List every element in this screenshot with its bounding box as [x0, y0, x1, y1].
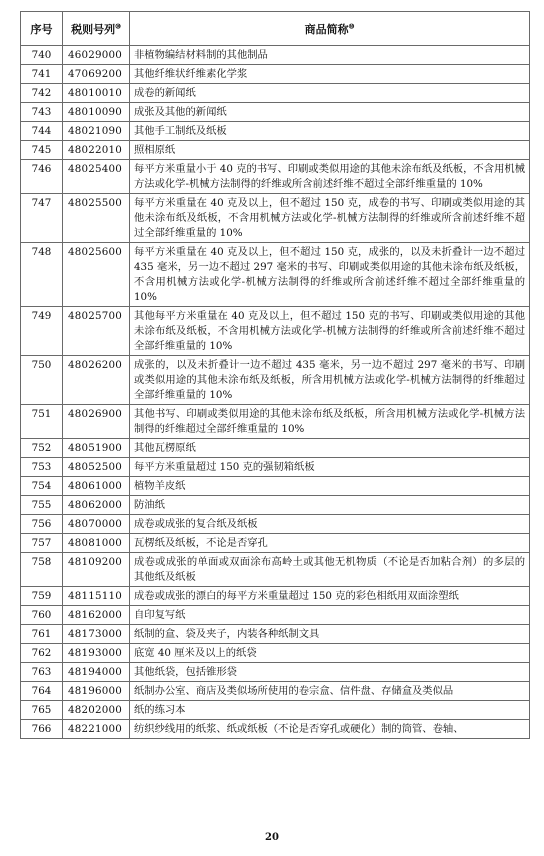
- row-commodity-name: 每平方米重量在 40 克及以上，但不超过 150 克，成卷的书写、印刷或类似用途的其他未涂布纸及纸板，不含用机械方法或化学-机械方法制得的纤维或所含前述纤维不超过全部纤维重量的 10%: [130, 194, 530, 243]
- row-tariff-code: 48025400: [63, 160, 130, 194]
- row-serial-number: 762: [21, 644, 63, 663]
- row-commodity-name: 每平方米重量小于 40 克的书写、印刷或类似用途的其他未涂布纸及纸板，不含用机械方法或化学-机械方法制得的纤维或所含前述纤维不超过全部纤维重量的 10%: [130, 160, 530, 194]
- table-row: [21, 103, 530, 122]
- row-serial-number: 749: [21, 307, 63, 356]
- row-tariff-code: 48162000: [63, 606, 130, 625]
- row-commodity-name: 其他瓦楞原纸: [130, 439, 530, 458]
- row-serial-number: 747: [21, 194, 63, 243]
- table-row: [21, 606, 530, 625]
- row-serial-number: 759: [21, 587, 63, 606]
- row-serial-number: 765: [21, 701, 63, 720]
- row-tariff-code: 48194000: [63, 663, 130, 682]
- row-tariff-code: 48061000: [63, 477, 130, 496]
- header-commodity-name: 商品简称⑩: [130, 12, 530, 46]
- table-row: [21, 625, 530, 644]
- table-row: [21, 553, 530, 587]
- row-serial-number: 746: [21, 160, 63, 194]
- row-serial-number: 741: [21, 65, 63, 84]
- table-row: [21, 701, 530, 720]
- row-serial-number: 766: [21, 720, 63, 739]
- row-tariff-code: 48026200: [63, 356, 130, 405]
- table-row: [21, 65, 530, 84]
- row-tariff-code: 48202000: [63, 701, 130, 720]
- row-commodity-name: 成张及其他的新闻纸: [130, 103, 530, 122]
- table-row: [21, 458, 530, 477]
- row-tariff-code: 48025700: [63, 307, 130, 356]
- row-tariff-code: 48081000: [63, 534, 130, 553]
- table-body: [21, 46, 530, 739]
- row-serial-number: 740: [21, 46, 63, 65]
- table-row: [21, 496, 530, 515]
- table-row: [21, 46, 530, 65]
- row-tariff-code: 48221000: [63, 720, 130, 739]
- row-tariff-code: 48062000: [63, 496, 130, 515]
- row-commodity-name: 瓦楞纸及纸板，不论是否穿孔: [130, 534, 530, 553]
- row-commodity-name: 植物羊皮纸: [130, 477, 530, 496]
- table-row: [21, 84, 530, 103]
- table-row: [21, 160, 530, 194]
- row-serial-number: 744: [21, 122, 63, 141]
- row-commodity-name: 成卷或成张的复合纸及纸板: [130, 515, 530, 534]
- row-commodity-name: 成卷或成张的单面或双面涂布高岭土或其他无机物质（不论是否加粘合剂）的多层的其他纸及纸板: [130, 553, 530, 587]
- table-row: [21, 587, 530, 606]
- row-tariff-code: 46029000: [63, 46, 130, 65]
- row-commodity-name: 纺织纱线用的纸浆、纸或纸板（不论是否穿孔或硬化）制的筒管、卷轴、: [130, 720, 530, 739]
- table-row: [21, 644, 530, 663]
- row-serial-number: 748: [21, 243, 63, 307]
- row-serial-number: 751: [21, 405, 63, 439]
- row-commodity-name: 纸制的盒、袋及夹子，内装各种纸制文具: [130, 625, 530, 644]
- row-commodity-name: 防油纸: [130, 496, 530, 515]
- row-tariff-code: 48010010: [63, 84, 130, 103]
- table-header-row: [21, 12, 530, 46]
- row-commodity-name: 纸的练习本: [130, 701, 530, 720]
- row-commodity-name: 其他书写、印刷或类似用途的其他未涂布纸及纸板，所含用机械方法或化学-机械方法制得的纤维超过全部纤维重量的 10%: [130, 405, 530, 439]
- row-serial-number: 758: [21, 553, 63, 587]
- row-commodity-name: 成张的，以及未折叠计一边不超过 435 毫米，另一边不超过 297 毫米的书写、印刷或类似用途的其他未涂布纸及纸板，所含用机械方法或化学-机械方法制得的纤维超过全部纤维重量的 10%: [130, 356, 530, 405]
- row-serial-number: 753: [21, 458, 63, 477]
- header-commodity-name-footnote: ⑩: [348, 21, 355, 30]
- row-serial-number: 742: [21, 84, 63, 103]
- row-serial-number: 743: [21, 103, 63, 122]
- header-serial-number: 序号: [21, 12, 63, 46]
- table-row: [21, 122, 530, 141]
- row-tariff-code: 48196000: [63, 682, 130, 701]
- row-commodity-name: 成卷或成张的漂白的每平方米重量超过 150 克的彩色相纸用双面涂塑纸: [130, 587, 530, 606]
- table-row: [21, 720, 530, 739]
- table-row: [21, 243, 530, 307]
- row-tariff-code: 48025600: [63, 243, 130, 307]
- table-row: [21, 307, 530, 356]
- header-tariff-code-footnote: ⑩: [115, 21, 121, 30]
- table-row: [21, 439, 530, 458]
- row-serial-number: 756: [21, 515, 63, 534]
- row-serial-number: 761: [21, 625, 63, 644]
- row-commodity-name: 非植物编结材料制的其他制品: [130, 46, 530, 65]
- row-tariff-code: 48070000: [63, 515, 130, 534]
- row-tariff-code: 48193000: [63, 644, 130, 663]
- table-row: [21, 356, 530, 405]
- row-commodity-name: 底宽 40 厘米及以上的纸袋: [130, 644, 530, 663]
- row-tariff-code: 48022010: [63, 141, 130, 160]
- header-tariff-code: 税则号列⑩: [63, 12, 130, 46]
- row-tariff-code: 48026900: [63, 405, 130, 439]
- commodity-table: [20, 11, 530, 739]
- row-tariff-code: 48115110: [63, 587, 130, 606]
- row-tariff-code: 48025500: [63, 194, 130, 243]
- row-tariff-code: 48109200: [63, 553, 130, 587]
- row-serial-number: 752: [21, 439, 63, 458]
- table-row: [21, 663, 530, 682]
- row-serial-number: 755: [21, 496, 63, 515]
- table-row: [21, 477, 530, 496]
- row-serial-number: 757: [21, 534, 63, 553]
- row-serial-number: 745: [21, 141, 63, 160]
- row-serial-number: 763: [21, 663, 63, 682]
- page-number: 20: [265, 832, 279, 843]
- table-row: [21, 682, 530, 701]
- row-serial-number: 764: [21, 682, 63, 701]
- row-tariff-code: 48051900: [63, 439, 130, 458]
- row-commodity-name: 自印复写纸: [130, 606, 530, 625]
- row-serial-number: 750: [21, 356, 63, 405]
- row-tariff-code: 47069200: [63, 65, 130, 84]
- row-tariff-code: 48021090: [63, 122, 130, 141]
- row-serial-number: 760: [21, 606, 63, 625]
- row-commodity-name: 其他纸袋，包括锥形袋: [130, 663, 530, 682]
- row-serial-number: 754: [21, 477, 63, 496]
- row-tariff-code: 48010090: [63, 103, 130, 122]
- table-row: [21, 515, 530, 534]
- row-commodity-name: 照相原纸: [130, 141, 530, 160]
- row-commodity-name: 成卷的新闻纸: [130, 84, 530, 103]
- table-row: [21, 534, 530, 553]
- row-commodity-name: 其他手工制纸及纸板: [130, 122, 530, 141]
- row-commodity-name: 其他每平方米重量在 40 克及以上，但不超过 150 克的书写、印刷或类似用途的其他未涂布纸及纸板，不含用机械方法或化学-机械方法制得的纤维或所含前述纤维不超过全部纤维重量的 10%: [130, 307, 530, 356]
- table-row: [21, 141, 530, 160]
- row-tariff-code: 48173000: [63, 625, 130, 644]
- row-commodity-name: 其他纤维状纤维素化学浆: [130, 65, 530, 84]
- table-row: [21, 405, 530, 439]
- table-row: [21, 194, 530, 243]
- row-commodity-name: 纸制办公室、商店及类似场所使用的卷宗盒、信件盘、存储盒及类似品: [130, 682, 530, 701]
- row-tariff-code: 48052500: [63, 458, 130, 477]
- row-commodity-name: 每平方米重量在 40 克及以上，但不超过 150 克，成张的，以及未折叠计一边不超过 435 毫米，另一边不超过 297 毫米的书写、印刷或类似用途的其他未涂布纸及纸板，不含用机械方法或化学-机械方法制得的纤维或所含前述纤维不超过全部纤维重量的 10%: [130, 243, 530, 307]
- row-commodity-name: 每平方米重量超过 150 克的强韧箱纸板: [130, 458, 530, 477]
